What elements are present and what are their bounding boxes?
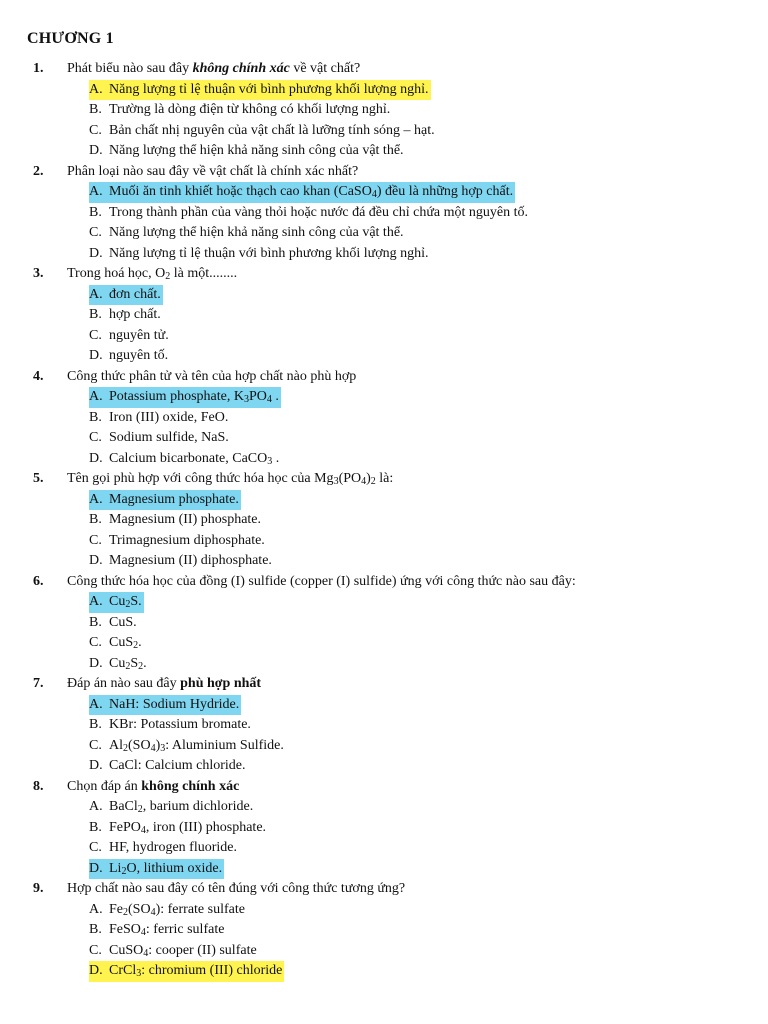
answer-option-b xyxy=(0,100,768,121)
question-number: 8. xyxy=(33,778,44,794)
answer-text xyxy=(89,900,247,921)
text-run: BaCl xyxy=(109,799,138,814)
option-letter: A. xyxy=(89,799,103,814)
text-run: Potassium phosphate, K xyxy=(109,389,244,404)
answer-option-c xyxy=(0,633,768,654)
text-run: không chính xác xyxy=(192,61,290,76)
option-letter: C. xyxy=(89,430,102,445)
highlighted-answer xyxy=(89,285,163,306)
text-run: Phân loại nào sau đây về vật chất là chính xác nhất? xyxy=(67,163,359,179)
question-9 xyxy=(0,879,768,982)
text-run: HF, hydrogen fluoride. xyxy=(109,840,237,855)
text-run: FeSO xyxy=(109,922,141,937)
text-run: về vật chất? xyxy=(289,61,361,76)
option-letter: D. xyxy=(89,758,103,773)
subscript: 4 xyxy=(361,476,367,487)
option-letter: B. xyxy=(89,409,102,425)
option-letter: A. xyxy=(89,286,103,302)
subscript: 2 xyxy=(137,804,143,815)
question-text xyxy=(67,162,358,183)
option-letter: D. xyxy=(89,143,103,158)
question-text xyxy=(67,59,360,80)
text-run: CuS xyxy=(109,635,134,650)
option-letter: C. xyxy=(89,635,102,650)
option-letter: A. xyxy=(89,491,103,507)
question-number: 2. xyxy=(33,163,44,179)
text-run: ) xyxy=(366,471,371,486)
answer-text xyxy=(89,756,247,777)
answer-option-b xyxy=(0,203,768,224)
text-run: Magnesium (II) phosphate. xyxy=(109,512,262,527)
question-number: 5. xyxy=(33,471,44,486)
text-run: ): ferrate sulfate xyxy=(155,901,245,917)
answer-option-a xyxy=(0,182,768,203)
answer-option-b xyxy=(0,818,768,839)
text-run: Phát biểu nào sau đây xyxy=(67,61,193,76)
highlighted-answer xyxy=(89,182,515,203)
subscript: 2 xyxy=(125,599,131,610)
answer-text xyxy=(89,408,230,429)
answer-text xyxy=(89,510,263,531)
subscript: 4 xyxy=(371,189,377,200)
text-run: Năng lượng tỉ lệ thuận với bình phương khối lượng nghỉ. xyxy=(109,245,429,261)
answer-text xyxy=(89,203,530,224)
text-run: đơn chất. xyxy=(109,286,161,302)
text-run: Bản chất nhị nguyên của vật chất là lưỡng tính sóng – hạt. xyxy=(109,122,435,138)
subscript: 2 xyxy=(123,906,128,918)
text-run: Cu xyxy=(109,594,126,609)
text-run: nguyên tử. xyxy=(109,327,169,343)
answer-text xyxy=(89,818,268,839)
answer-text xyxy=(89,326,171,347)
answer-option-c xyxy=(0,121,768,142)
answer-option-a xyxy=(0,900,768,921)
answer-option-c xyxy=(0,838,768,859)
answer-text xyxy=(89,797,255,818)
answer-option-c xyxy=(0,326,768,347)
question-text xyxy=(67,879,405,900)
text-run: Iron (III) oxide, FeO. xyxy=(109,409,229,425)
text-run: : chromium (III) chloride xyxy=(141,963,283,978)
option-letter: D. xyxy=(89,450,103,466)
answer-option-d xyxy=(0,961,768,982)
subscript: 4 xyxy=(140,927,146,938)
chapter-title: CHƯƠNG 1 xyxy=(27,30,114,47)
text-run: . xyxy=(271,389,279,404)
text-run: CuS. xyxy=(109,614,137,630)
text-run: Đáp án nào sau đây xyxy=(67,676,181,691)
answer-option-d xyxy=(0,346,768,367)
text-run: : ferric sulfate xyxy=(145,922,225,937)
text-run: Chọn đáp án xyxy=(67,778,142,794)
text-run: S xyxy=(130,655,139,671)
highlighted-answer xyxy=(89,961,284,982)
text-run: . xyxy=(272,450,280,466)
answer-option-a xyxy=(0,592,768,613)
text-run: S. xyxy=(130,594,142,609)
option-letter: B. xyxy=(89,204,102,220)
question-stem xyxy=(0,674,768,695)
text-run: không chính xác xyxy=(141,778,240,794)
subscript: 3 xyxy=(136,968,142,979)
question-stem xyxy=(0,367,768,388)
answer-text xyxy=(89,244,431,265)
text-run: Năng lượng thể hiện khả năng sinh công của vật thể. xyxy=(109,225,404,240)
highlighted-answer xyxy=(89,80,431,101)
question-number: 6. xyxy=(33,573,44,589)
answer-option-d xyxy=(0,244,768,265)
text-run: KBr: Potassium bromate. xyxy=(109,717,251,732)
text-run: Muối ăn tinh khiết hoặc thạch cao khan (CaSO xyxy=(109,184,372,199)
option-letter: D. xyxy=(89,245,103,261)
option-letter: D. xyxy=(89,655,103,671)
answer-option-c xyxy=(0,428,768,449)
text-run: Hợp chất nào sau đây có tên đúng với công thức tương ứng? xyxy=(67,881,406,896)
text-run: Trong hoá học, O xyxy=(67,266,166,281)
option-letter: C. xyxy=(89,737,102,753)
answer-option-a xyxy=(0,695,768,716)
question-1 xyxy=(0,59,768,162)
answer-option-b xyxy=(0,920,768,941)
answer-text xyxy=(89,613,139,634)
answer-option-d xyxy=(0,449,768,470)
answer-option-d xyxy=(0,551,768,572)
option-letter: A. xyxy=(89,696,103,712)
answer-option-d xyxy=(0,141,768,162)
text-run: PO xyxy=(248,389,267,404)
text-run: (PO xyxy=(338,471,362,486)
option-letter: C. xyxy=(89,942,102,958)
question-3 xyxy=(0,264,768,367)
answer-option-d xyxy=(0,859,768,880)
text-run: O, lithium oxide. xyxy=(126,860,223,876)
text-run: (SO xyxy=(128,901,151,917)
subscript: 3 xyxy=(267,455,273,467)
question-stem xyxy=(0,777,768,798)
question-number: 9. xyxy=(33,881,44,896)
question-text xyxy=(67,469,393,490)
option-letter: B. xyxy=(89,307,102,322)
answer-text xyxy=(89,941,259,962)
subscript: 2 xyxy=(133,640,139,651)
answer-text xyxy=(89,654,149,675)
text-run: Năng lượng thể hiện khả năng sinh công của vật thể. xyxy=(109,143,404,158)
question-8 xyxy=(0,777,768,880)
text-run: Năng lượng tỉ lệ thuận với bình phương khối lượng nghỉ. xyxy=(109,81,429,97)
text-run: : Aluminium Sulfide. xyxy=(165,737,284,753)
text-run: ) đều là những hợp chất. xyxy=(376,184,514,199)
answer-option-a xyxy=(0,285,768,306)
question-7 xyxy=(0,674,768,777)
answer-option-c xyxy=(0,531,768,552)
text-run: CaCl: Calcium chloride. xyxy=(109,758,246,773)
text-run: nguyên tố. xyxy=(109,348,169,363)
answer-text xyxy=(89,223,406,244)
question-number: 1. xyxy=(33,61,44,76)
subscript: 4 xyxy=(266,394,272,405)
answer-option-b xyxy=(0,305,768,326)
subscript: 2 xyxy=(125,660,131,672)
option-letter: C. xyxy=(89,840,102,855)
text-run: Trong thành phần của vàng thỏi hoặc nước đá đều chỉ chứa một nguyên tố. xyxy=(109,204,529,220)
option-letter: A. xyxy=(89,81,103,97)
answer-option-b xyxy=(0,408,768,429)
question-stem xyxy=(0,162,768,183)
answer-option-b xyxy=(0,613,768,634)
subscript: 3 xyxy=(160,742,166,754)
text-run: Magnesium phosphate. xyxy=(109,491,239,507)
subscript: 2 xyxy=(123,742,128,754)
option-letter: A. xyxy=(89,184,103,199)
question-text xyxy=(67,367,356,388)
text-run: CrCl xyxy=(109,963,137,978)
question-number: 7. xyxy=(33,676,44,691)
text-run: . xyxy=(143,655,147,671)
highlighted-answer xyxy=(89,592,144,613)
answer-text xyxy=(89,715,253,736)
question-number: 3. xyxy=(33,266,44,281)
text-run: Trường là dòng điện từ không có khối lượng nghỉ. xyxy=(109,102,391,117)
text-run: Công thức hóa học của đồng (I) sulfide (copper (I) sulfide) ứng với công thức nào sau đây: xyxy=(67,573,576,589)
answer-option-a xyxy=(0,490,768,511)
answer-text xyxy=(89,100,392,121)
subscript: 2 xyxy=(121,865,127,877)
text-run: (SO xyxy=(128,737,151,753)
text-run: NaH: Sodium Hydride. xyxy=(109,696,240,712)
text-run: phù hợp nhất xyxy=(180,676,262,691)
option-letter: D. xyxy=(89,860,103,876)
text-run: Tên gọi phù hợp với công thức hóa học của Mg xyxy=(67,471,334,486)
text-run: . xyxy=(138,635,142,650)
answer-text xyxy=(89,736,286,757)
option-letter: B. xyxy=(89,102,102,117)
question-number: 4. xyxy=(33,368,44,384)
text-run: là: xyxy=(375,471,394,486)
answer-text xyxy=(89,449,281,470)
highlighted-answer xyxy=(89,859,224,880)
question-stem xyxy=(0,264,768,285)
text-run: Al xyxy=(109,737,123,753)
answer-option-d xyxy=(0,654,768,675)
subscript: 4 xyxy=(150,906,156,918)
text-run: Công thức phân tử và tên của hợp chất nào phù hợp xyxy=(67,368,357,384)
question-stem xyxy=(0,59,768,80)
question-stem xyxy=(0,572,768,593)
answer-option-c xyxy=(0,941,768,962)
answer-option-a xyxy=(0,80,768,101)
answer-option-b xyxy=(0,510,768,531)
option-letter: D. xyxy=(89,553,103,568)
text-run: : cooper (II) sulfate xyxy=(148,942,257,958)
option-letter: A. xyxy=(89,901,103,917)
text-run: Calcium bicarbonate, CaCO xyxy=(109,450,268,466)
question-stem xyxy=(0,879,768,900)
text-run: , iron (III) phosphate. xyxy=(145,819,267,835)
question-2 xyxy=(0,162,768,265)
answer-option-a xyxy=(0,387,768,408)
text-run: là một........ xyxy=(170,266,238,281)
option-letter: B. xyxy=(89,512,102,527)
answer-text xyxy=(89,305,163,326)
text-run: Fe xyxy=(109,901,123,917)
question-text xyxy=(67,264,237,285)
option-letter: A. xyxy=(89,389,103,404)
option-letter: C. xyxy=(89,327,102,343)
option-letter: A. xyxy=(89,594,103,609)
subscript: 3 xyxy=(243,394,249,405)
text-run: CuSO xyxy=(109,942,144,958)
answer-text xyxy=(89,920,226,941)
subscript: 4 xyxy=(140,824,146,836)
question-5 xyxy=(0,469,768,572)
answer-text xyxy=(89,428,231,449)
answer-option-a xyxy=(0,797,768,818)
subscript: 3 xyxy=(333,476,339,487)
question-text xyxy=(67,572,576,593)
answer-text xyxy=(89,633,144,654)
text-run: FePO xyxy=(109,819,141,835)
text-run: ) xyxy=(155,737,161,753)
answer-text xyxy=(89,141,406,162)
question-text xyxy=(67,777,239,798)
option-letter: B. xyxy=(89,819,102,835)
subscript: 2 xyxy=(138,660,144,672)
subscript: 2 xyxy=(165,271,171,282)
text-run: , barium dichloride. xyxy=(142,799,254,814)
text-run: Cu xyxy=(109,655,126,671)
text-run: Trimagnesium diphosphate. xyxy=(109,532,265,548)
highlighted-answer xyxy=(89,490,241,511)
answer-text xyxy=(89,531,267,552)
option-letter: B. xyxy=(89,922,102,937)
text-run: hợp chất. xyxy=(109,307,161,322)
option-letter: B. xyxy=(89,614,102,630)
answer-text xyxy=(89,838,239,859)
question-list xyxy=(0,59,768,982)
text-run: Li xyxy=(109,860,122,876)
option-letter: D. xyxy=(89,963,103,978)
answer-text xyxy=(89,121,437,142)
question-6 xyxy=(0,572,768,675)
subscript: 2 xyxy=(370,476,376,487)
answer-option-c xyxy=(0,223,768,244)
option-letter: C. xyxy=(89,225,102,240)
subscript: 4 xyxy=(150,742,156,754)
option-letter: C. xyxy=(89,532,102,548)
option-letter: C. xyxy=(89,122,102,138)
answer-option-d xyxy=(0,756,768,777)
answer-text xyxy=(89,551,274,572)
text-run: Sodium sulfide, NaS. xyxy=(109,430,229,445)
subscript: 4 xyxy=(143,947,149,959)
answer-option-c xyxy=(0,736,768,757)
question-text xyxy=(67,674,261,695)
option-letter: D. xyxy=(89,348,103,363)
highlighted-answer xyxy=(89,387,281,408)
question-4 xyxy=(0,367,768,470)
highlighted-answer xyxy=(89,695,241,716)
answer-text xyxy=(89,346,170,367)
question-stem xyxy=(0,469,768,490)
option-letter: B. xyxy=(89,717,102,732)
answer-option-b xyxy=(0,715,768,736)
text-run: Magnesium (II) diphosphate. xyxy=(109,553,272,568)
